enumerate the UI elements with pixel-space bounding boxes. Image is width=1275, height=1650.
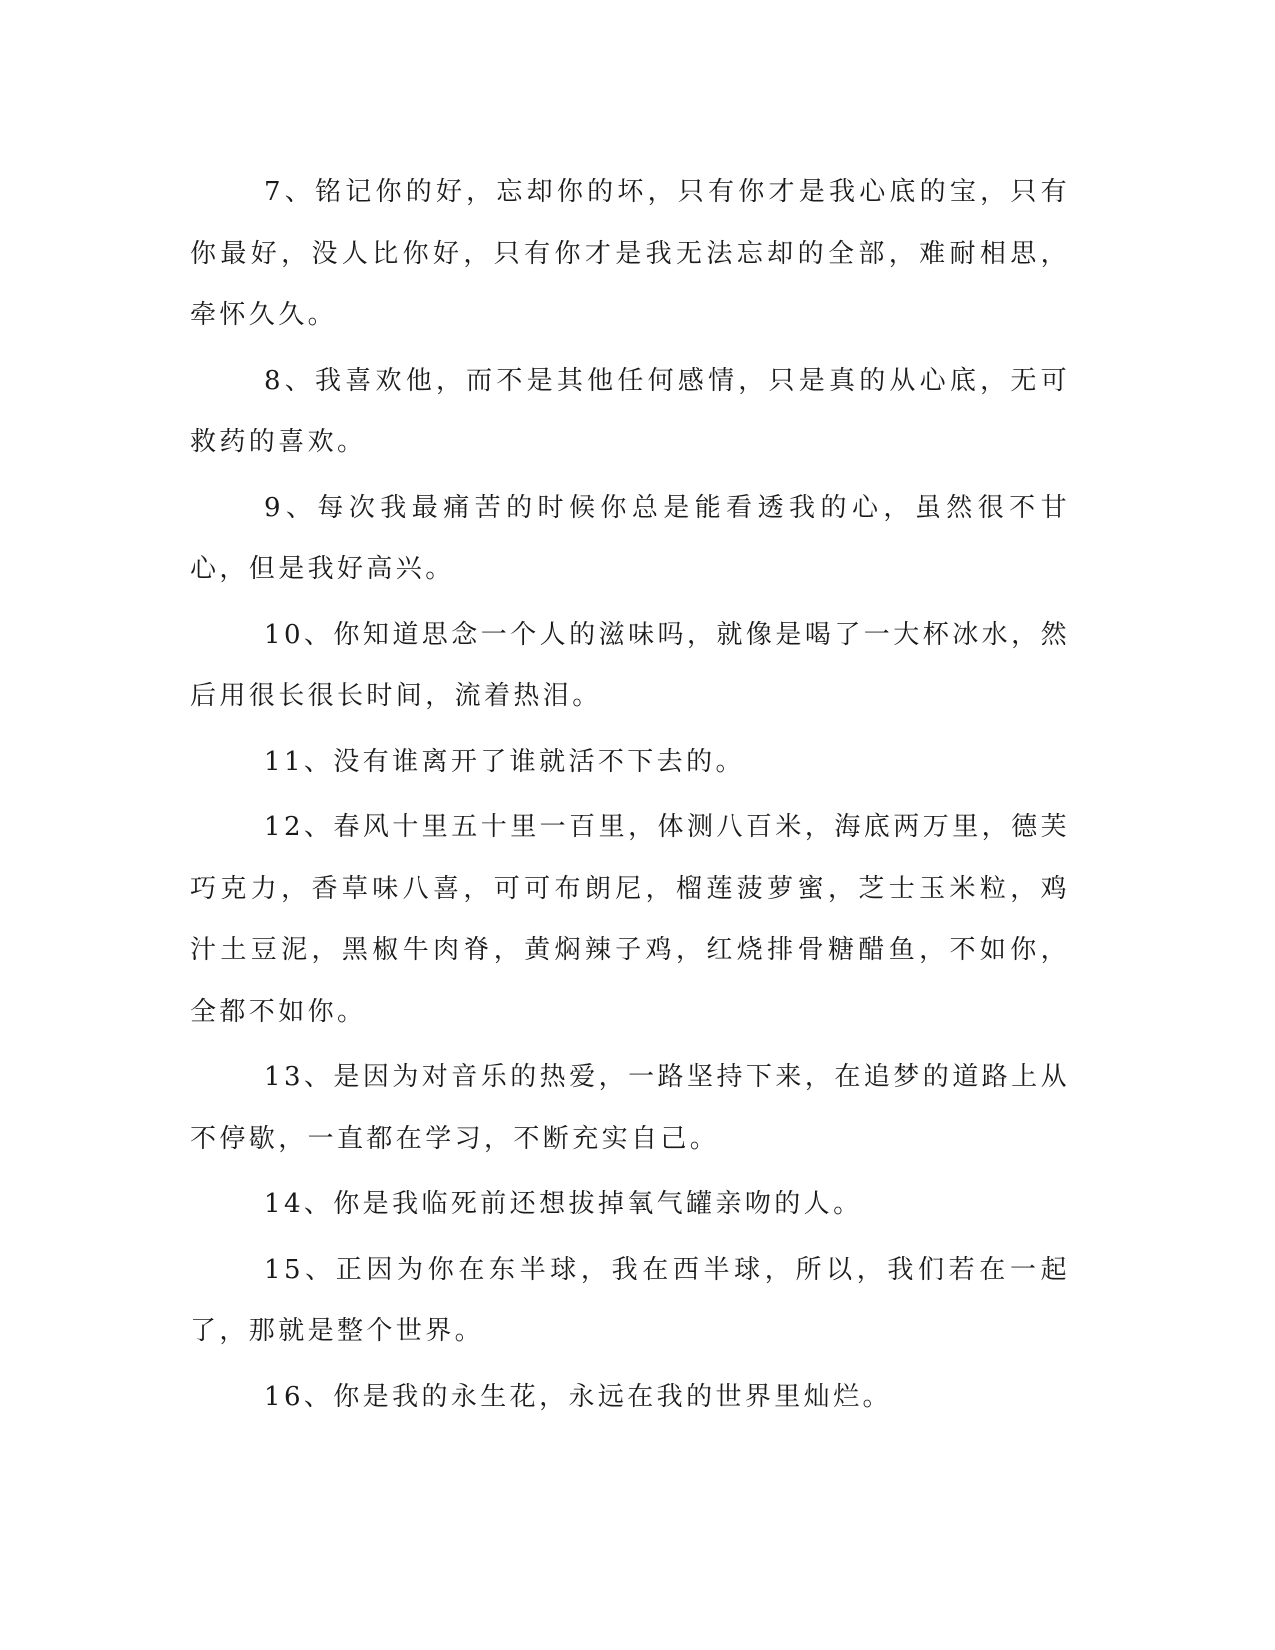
paragraph-9: 9、每次我最痛苦的时候你总是能看透我的心，虽然很不甘心，但是我好高兴。	[190, 492, 1070, 584]
paragraph-13: 13、是因为对音乐的热爱，一路坚持下来，在追梦的道路上从不停歇，一直都在学习，不断充实自己。	[190, 1062, 1070, 1154]
paragraph-16: 16、你是我的永生花，永远在我的世界里灿烂。	[264, 1381, 892, 1412]
paragraph-12: 12、春风十里五十里一百里，体测八百米，海底两万里，德芙巧克力，香草味八喜，可可布朗尼，榴莲菠萝蜜，芝士玉米粒，鸡汁土豆泥，黑椒牛肉脊，黄焖辣子鸡，红烧排骨糖醋鱼，不如你，全都不如你。	[190, 812, 1070, 1027]
paragraph-10: 10、你知道思念一个人的滋味吗，就像是喝了一大杯冰水，然后用很长很长时间，流着热泪。	[190, 619, 1070, 711]
paragraph-15: 15、正因为你在东半球，我在西半球，所以，我们若在一起了，那就是整个世界。	[190, 1254, 1070, 1346]
paragraph-14: 14、你是我临死前还想拔掉氧气罐亲吻的人。	[264, 1189, 863, 1219]
paragraph-7: 7、铭记你的好，忘却你的坏，只有你才是我心底的宝，只有你最好，没人比你好，只有你才是我无法忘却的全部，难耐相思，牵怀久久。	[190, 177, 1070, 330]
paragraph-11: 11、没有谁离开了谁就活不下去的。	[264, 746, 745, 777]
paragraph-8: 8、我喜欢他，而不是其他任何感情，只是真的从心底，无可救药的喜欢。	[190, 365, 1070, 457]
document-body	[190, 162, 1070, 1432]
